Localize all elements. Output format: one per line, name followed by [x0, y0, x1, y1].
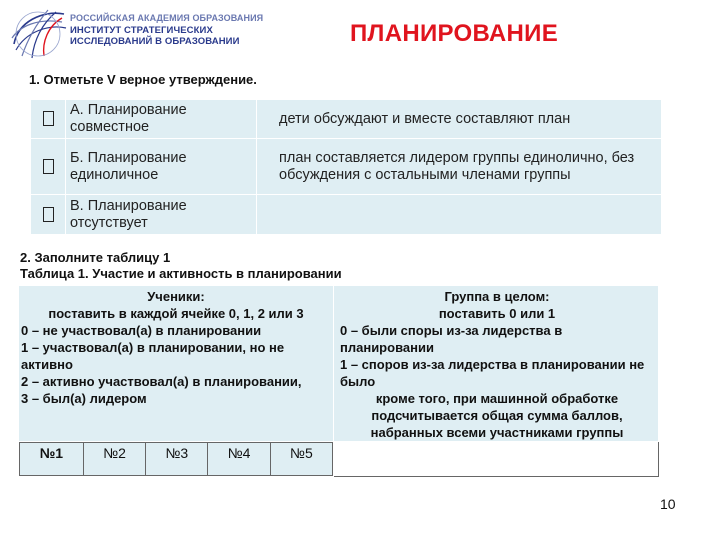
page-title: ПЛАНИРОВАНИЕ — [350, 20, 559, 47]
task1-heading: 1. Отметьте V верное утверждение. — [29, 72, 257, 87]
task2-heading-block — [20, 250, 342, 282]
logo-line-academy: РОССИЙСКАЯ АКАДЕМИЯ ОБРАЗОВАНИЯ — [70, 13, 264, 23]
group-score-cell[interactable] — [334, 442, 659, 477]
student-score-columns — [19, 442, 333, 476]
checkbox-option-b[interactable] — [43, 159, 54, 174]
option-c-label: В. Планирование отсутствует — [66, 195, 257, 235]
checkbox-option-c[interactable] — [43, 207, 54, 222]
student-column-4[interactable]: №4 — [208, 443, 270, 476]
globe-logo-icon — [8, 4, 68, 62]
students-line-2: 2 – активно участвовал(а) в планировании, — [21, 374, 302, 389]
option-a-description: дети обсуждают и вместе составляют план — [257, 100, 662, 139]
checkbox-option-a[interactable] — [43, 111, 54, 126]
table-row — [31, 139, 662, 195]
table-row — [19, 286, 659, 442]
student-column-5[interactable]: №5 — [270, 443, 332, 476]
student-column-3[interactable]: №3 — [146, 443, 208, 476]
institute-logo — [8, 4, 264, 64]
option-c-description — [257, 195, 662, 235]
logo-line-research: ИССЛЕДОВАНИЙ В ОБРАЗОВАНИИ — [70, 36, 240, 47]
table-row — [31, 195, 662, 235]
option-b-label: Б. Планирование единоличное — [66, 139, 257, 195]
students-instructions — [19, 286, 334, 442]
group-line-0: 0 – были споры из-за лидерства в планировании — [340, 323, 563, 355]
students-line-3: 3 – был(а) лидером — [21, 391, 147, 406]
group-line-1: 1 – споров из-за лидерства в планировании не было — [340, 357, 645, 389]
students-title: Ученики: — [147, 289, 205, 304]
task2-heading: 2. Заполните таблицу 1 — [20, 250, 171, 265]
table-row — [31, 100, 662, 139]
option-b-description: план составляется лидером группы единолично, без обсуждения с остальными членами группы — [257, 139, 662, 195]
table-row — [19, 442, 659, 477]
students-instruction: поставить в каждой ячейке 0, 1, 2 или 3 — [48, 306, 304, 321]
students-line-1: 1 – участвовал(а) в планировании, но не активно — [21, 340, 285, 372]
students-line-0: 0 – не участвовал(а) в планировании — [21, 323, 262, 338]
page-number: 10 — [660, 496, 676, 512]
student-column-2[interactable]: №2 — [83, 443, 145, 476]
logo-line-institute: ИНСТИТУТ СТРАТЕГИЧЕСКИХ — [70, 24, 213, 36]
option-a-label: А. Планирование совместное — [66, 100, 257, 139]
group-instruction: поставить 0 или 1 — [438, 306, 556, 321]
student-column-1[interactable]: №1 — [20, 443, 84, 476]
participation-table — [18, 285, 659, 477]
group-instructions — [334, 286, 659, 442]
table-caption: Таблица 1. Участие и активность в планировании — [20, 266, 342, 281]
group-title: Группа в целом: — [444, 289, 550, 304]
task1-table — [30, 99, 662, 235]
group-note: кроме того, при машинной обработке подсчитывается общая сумма баллов, набранных всеми участниками группы — [370, 391, 624, 440]
